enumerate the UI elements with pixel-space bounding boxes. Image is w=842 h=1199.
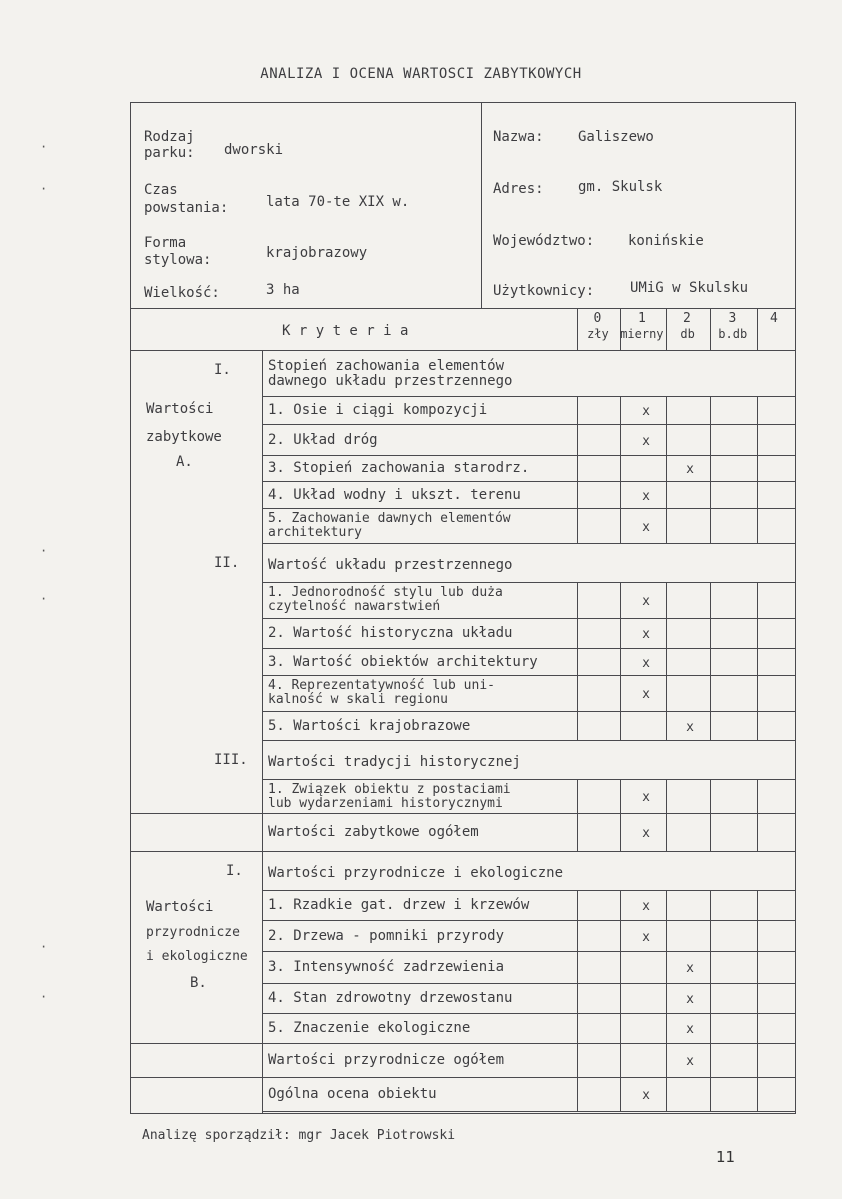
table-rule <box>710 424 711 455</box>
adres-label: Adres: <box>493 181 544 197</box>
table-rule <box>262 675 795 676</box>
group-label-b: B. <box>190 975 207 991</box>
table-rule <box>757 890 758 920</box>
score-mark: x <box>642 790 650 805</box>
score-mark: x <box>686 1022 694 1037</box>
table-rule <box>757 396 758 424</box>
score-mark: x <box>642 826 650 841</box>
table-rule <box>710 455 711 481</box>
score-header-word-3: b.db <box>718 327 748 341</box>
wojewodztwo-value: konińskie <box>628 233 704 249</box>
criterion-text: 1. Jednorodność stylu lub duża <box>268 585 503 600</box>
score-header-word-1: mierny <box>620 327 664 341</box>
section-number: II. <box>214 555 240 571</box>
table-rule <box>710 582 711 618</box>
rodzaj-label: parku: <box>144 145 195 161</box>
table-rule <box>666 779 667 813</box>
table-rule <box>710 983 711 1013</box>
table-rule <box>757 951 758 983</box>
table-rule <box>710 779 711 813</box>
table-rule <box>262 920 795 921</box>
group-label-b: przyrodnicze <box>146 925 240 940</box>
table-rule <box>666 951 667 983</box>
score-mark: x <box>642 519 650 535</box>
table-rule <box>710 1077 711 1111</box>
table-rule <box>710 1013 711 1043</box>
table-rule <box>757 508 758 543</box>
margin-mark: · <box>40 140 48 154</box>
score-mark: x <box>642 627 650 642</box>
criterion-text: 5. Znaczenie ekologiczne <box>268 1020 471 1036</box>
table-rule <box>620 920 621 951</box>
score-header-3: 3 <box>728 311 737 326</box>
criterion-text: 2. Wartość historyczna układu <box>268 625 513 641</box>
czas-label: powstania: <box>144 200 229 216</box>
table-rule <box>710 813 711 851</box>
table-rule <box>666 455 667 481</box>
nazwa-value: Galiszewo <box>578 129 654 145</box>
criterion-text: 3. Stopień zachowania starodrz. <box>268 460 530 476</box>
score-header-word-2: db <box>680 327 695 341</box>
score-mark: x <box>686 462 694 477</box>
table-rule <box>262 543 795 544</box>
table-rule <box>666 711 667 740</box>
table-rule <box>620 1043 621 1077</box>
table-rule <box>262 424 795 425</box>
table-rule <box>577 779 578 813</box>
table-rule <box>620 455 621 481</box>
score-mark: x <box>642 1088 650 1103</box>
table-rule <box>666 1077 667 1111</box>
table-rule <box>710 675 711 711</box>
table-rule <box>262 740 795 741</box>
group-label-a: zabytkowe <box>146 429 222 445</box>
table-rule <box>710 951 711 983</box>
table-rule <box>262 711 795 712</box>
table-rule <box>666 1043 667 1077</box>
table-rule <box>262 1077 795 1078</box>
table-rule <box>577 582 578 618</box>
section-title: Stopień zachowania elementów <box>268 358 505 374</box>
score-mark: x <box>642 488 650 504</box>
table-rule <box>577 508 578 543</box>
section-title: Wartości przyrodnicze i ekologiczne <box>268 865 564 881</box>
table-rule <box>757 813 758 851</box>
table-rule <box>620 711 621 740</box>
score-mark: x <box>642 929 650 945</box>
criterion-text: Wartości przyrodnicze ogółem <box>268 1052 505 1068</box>
score-header-4: 4 <box>770 311 778 326</box>
section-number: I. <box>214 362 231 378</box>
table-rule <box>262 455 795 456</box>
criterion-text: 3. Wartość obiektów architektury <box>268 653 538 670</box>
forma-label: Forma <box>144 235 187 251</box>
table-rule <box>262 813 795 814</box>
table-rule <box>131 1043 262 1044</box>
table-rule <box>620 481 621 508</box>
criterion-text: 5. Wartości krajobrazowe <box>268 717 471 734</box>
section-title: dawnego układu przestrzennego <box>268 373 513 389</box>
section-number: III. <box>214 752 248 768</box>
table-rule <box>262 350 263 1113</box>
score-mark: x <box>686 1054 694 1069</box>
table-rule <box>757 618 758 648</box>
group-label-b: Wartości <box>146 899 214 915</box>
document-title: ANALIZA I OCENA WARTOSCI ZABYTKOWYCH <box>260 66 582 82</box>
table-rule <box>262 890 795 891</box>
table-rule <box>620 508 621 543</box>
table-rule <box>131 851 262 852</box>
score-mark: x <box>686 992 694 1007</box>
table-rule <box>577 890 578 920</box>
score-mark: x <box>686 961 694 976</box>
uzytkownicy-label: Użytkownicy: <box>493 283 595 299</box>
table-rule <box>757 779 758 813</box>
page-number: 11 <box>716 1148 736 1166</box>
table-rule <box>577 1077 578 1111</box>
rodzaj-label: Rodzaj <box>144 129 195 145</box>
criterion-text: 4. Stan zdrowotny drzewostanu <box>268 990 513 1006</box>
score-mark: x <box>642 404 650 419</box>
criterion-text: lub wydarzeniami historycznymi <box>268 796 503 811</box>
table-rule <box>620 1077 621 1111</box>
table-rule <box>262 779 795 780</box>
table-rule <box>710 308 711 350</box>
margin-mark: · <box>40 990 48 1004</box>
table-rule <box>757 920 758 951</box>
nazwa-label: Nazwa: <box>493 129 544 145</box>
forma-value: krajobrazowy <box>266 245 368 261</box>
criterion-text: 4. Układ wodny i ukszt. terenu <box>268 486 521 503</box>
table-rule <box>710 648 711 675</box>
table-rule <box>620 1013 621 1043</box>
group-label-b: i ekologiczne <box>146 949 248 964</box>
table-rule <box>620 779 621 813</box>
margin-mark: · <box>40 592 48 606</box>
table-rule <box>666 648 667 675</box>
table-rule <box>577 648 578 675</box>
table-rule <box>620 396 621 424</box>
table-rule <box>666 618 667 648</box>
table-rule <box>666 1013 667 1043</box>
table-rule <box>666 481 667 508</box>
table-rule <box>757 308 758 350</box>
group-label-a: Wartości <box>146 401 214 417</box>
table-rule <box>262 951 795 952</box>
rodzaj-value: dworski <box>224 142 284 158</box>
table-rule <box>577 1013 578 1043</box>
table-rule <box>620 983 621 1013</box>
table-rule <box>131 350 795 351</box>
table-rule <box>710 920 711 951</box>
table-rule <box>757 983 758 1013</box>
score-mark: x <box>642 655 650 671</box>
table-rule <box>262 481 795 482</box>
table-rule <box>666 396 667 424</box>
table-rule <box>262 582 795 583</box>
score-mark: x <box>686 719 694 735</box>
criterion-text: architektury <box>268 525 362 540</box>
table-rule <box>262 1043 795 1044</box>
table-rule <box>577 951 578 983</box>
table-rule <box>710 618 711 648</box>
table-rule <box>757 1013 758 1043</box>
criterion-text: kalność w skali regionu <box>268 692 449 707</box>
table-rule <box>757 648 758 675</box>
table-rule <box>131 1077 262 1078</box>
score-header-1: 1 <box>638 311 646 326</box>
table-rule <box>620 813 621 851</box>
table-rule <box>666 920 667 951</box>
table-rule <box>710 508 711 543</box>
criterion-text: Wartości zabytkowe ogółem <box>268 824 479 840</box>
table-rule <box>577 481 578 508</box>
table-rule <box>481 103 482 309</box>
wojewodztwo-label: Województwo: <box>493 233 595 249</box>
criterion-text: 2. Drzewa - pomniki przyrody <box>268 927 505 944</box>
prepared-by: Analizę sporządził: mgr Jacek Piotrowski <box>142 1128 456 1143</box>
table-rule <box>666 813 667 851</box>
table-rule <box>620 618 621 648</box>
table-rule <box>620 648 621 675</box>
wielkosc-label: Wielkość: <box>144 285 220 301</box>
table-rule <box>131 308 795 309</box>
table-rule <box>620 675 621 711</box>
forma-label: stylowa: <box>144 252 212 268</box>
table-rule <box>710 481 711 508</box>
table-rule <box>666 582 667 618</box>
margin-mark: · <box>40 182 48 196</box>
score-mark: x <box>642 594 650 609</box>
criterion-text: 1. Osie i ciągi kompozycji <box>268 402 488 418</box>
table-rule <box>620 951 621 983</box>
score-header-2: 2 <box>683 311 691 326</box>
table-rule <box>577 618 578 648</box>
table-rule <box>710 396 711 424</box>
table-rule <box>757 1077 758 1111</box>
table-rule <box>757 481 758 508</box>
group-label-a: A. <box>176 454 193 470</box>
table-rule <box>577 455 578 481</box>
table-rule <box>262 396 795 397</box>
table-rule <box>577 308 578 350</box>
czas-value: lata 70-te XIX w. <box>266 194 410 210</box>
criterion-text: Ogólna ocena obiektu <box>268 1086 437 1102</box>
table-rule <box>757 675 758 711</box>
uzytkownicy-value: UMiG w Skulsku <box>630 280 749 296</box>
score-mark: x <box>642 433 650 449</box>
czas-label: Czas <box>144 182 178 198</box>
table-rule <box>577 396 578 424</box>
table-rule <box>577 675 578 711</box>
criterion-text: 2. Układ dróg <box>268 431 378 448</box>
criterion-text: czytelność nawarstwień <box>268 599 441 614</box>
table-rule <box>262 618 795 619</box>
score-mark: x <box>642 899 650 914</box>
table-rule <box>577 813 578 851</box>
table-rule <box>262 983 795 984</box>
table-rule <box>710 711 711 740</box>
score-header-0: 0 <box>593 311 602 326</box>
table-rule <box>262 851 795 852</box>
table-rule <box>666 308 667 350</box>
criterion-text: 1. Rzadkie gat. drzew i krzewów <box>268 897 530 913</box>
table-rule <box>666 983 667 1013</box>
table-rule <box>666 675 667 711</box>
table-rule <box>620 890 621 920</box>
table-rule <box>620 424 621 455</box>
table-rule <box>262 648 795 649</box>
table-rule <box>131 813 262 814</box>
table-rule <box>710 890 711 920</box>
score-header-word-0: zły <box>587 327 609 341</box>
wielkosc-value: 3 ha <box>266 282 300 298</box>
table-rule <box>620 582 621 618</box>
table-rule <box>757 424 758 455</box>
table-rule <box>577 920 578 951</box>
criterion-text: 1. Związek obiektu z postaciami <box>268 782 511 797</box>
table-rule <box>577 711 578 740</box>
table-rule <box>666 424 667 455</box>
criterion-text: 4. Reprezentatywność lub uni- <box>268 678 495 693</box>
criterion-text: 5. Zachowanie dawnych elementów <box>268 511 511 526</box>
criterion-text: 3. Intensywność zadrzewienia <box>268 959 505 975</box>
adres-value: gm. Skulsk <box>578 179 663 195</box>
section-title: Wartości tradycji historycznej <box>268 754 521 770</box>
margin-mark: · <box>40 544 48 558</box>
criteria-header-label: K r y t e r i a <box>282 323 409 339</box>
table-rule <box>577 1043 578 1077</box>
table-rule <box>666 890 667 920</box>
table-rule <box>757 711 758 740</box>
table-rule <box>577 424 578 455</box>
table-rule <box>710 1043 711 1077</box>
table-rule <box>757 1043 758 1077</box>
table-rule <box>757 455 758 481</box>
table-rule <box>262 1111 795 1112</box>
table-rule <box>666 508 667 543</box>
margin-mark: · <box>40 940 48 954</box>
table-rule <box>577 983 578 1013</box>
section-title: Wartość układu przestrzennego <box>268 557 513 573</box>
section-number: I. <box>226 863 243 879</box>
score-mark: x <box>642 687 650 702</box>
table-rule <box>262 1013 795 1014</box>
table-rule <box>757 582 758 618</box>
table-rule <box>262 508 795 509</box>
